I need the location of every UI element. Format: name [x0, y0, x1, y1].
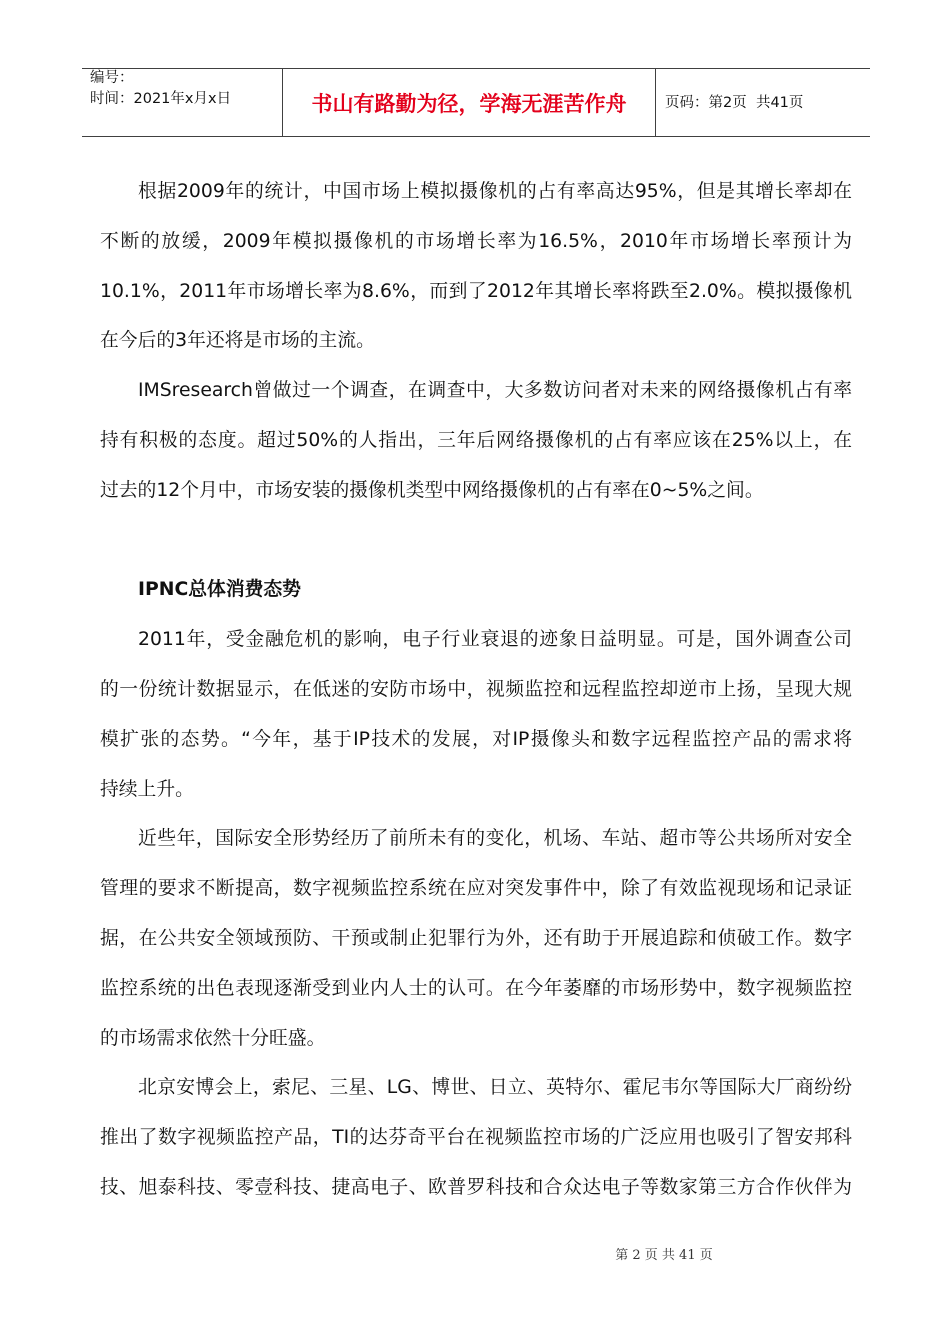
text-line: 持续上升。: [100, 778, 194, 800]
text-line: 管理的要求不断提高，数字视频监控系统在应对突发事件中，除了有效监视现场和记录证: [100, 878, 852, 900]
document-body: [100, 167, 852, 1213]
text-line: IMSresearch曾做过一个调查，在调查中，大多数访问者对未来的网络摄像机占有率: [138, 380, 852, 402]
text-line: 在今后的3年还将是市场的主流。: [100, 330, 375, 352]
text-line: 模扩张的态势。“今年，基于IP技术的发展，对IP摄像头和数字远程监控产品的需求将: [100, 728, 852, 750]
section-heading: IPNC总体消费态势: [138, 579, 301, 601]
paragraph: [100, 366, 852, 515]
text-line: 10.1%，2011年市场增长率为8.6%，而到了2012年其增长率将跌至2.0%。模拟摄像机: [100, 280, 852, 302]
text-line: 据，在公共安全领域预防、干预或制止犯罪行为外，还有助于开展追踪和侦破工作。数字: [100, 927, 852, 949]
text-line: 过去的12个月中，市场安装的摄像机类型中网络摄像机的占有率在0~5%之间。: [100, 479, 764, 501]
text-line: 技、旭泰科技、零壹科技、捷高电子、欧普罗科技和合众达电子等数家第三方合作伙伴为: [100, 1176, 852, 1198]
text-line: 的市场需求依然十分旺盛。: [100, 1027, 326, 1049]
text-line: 监控系统的出色表现逐渐受到业内人士的认可。在今年萎靡的市场形势中，数字视频监控: [100, 977, 852, 999]
text-line: 近些年，国际安全形势经历了前所未有的变化，机场、车站、超市等公共场所对安全: [138, 828, 852, 850]
paragraph: [100, 1063, 852, 1212]
paragraph: [100, 615, 852, 814]
paragraph: [100, 814, 852, 1063]
text-line: 不断的放缓，2009年模拟摄像机的市场增长率为16.5%，2010年市场增长率预计为: [100, 230, 852, 252]
text-line: 的一份统计数据显示，在低迷的安防市场中，视频监控和远程监控却逆市上扬，呈现大规: [100, 678, 852, 700]
document-code-label: 编号：: [90, 70, 134, 86]
text-line: 持有积极的态度。超过50%的人指出，三年后网络摄像机的占有率应该在25%以上，在: [100, 429, 852, 451]
text-line: 北京安博会上，索尼、三星、LG、博世、日立、英特尔、霍尼韦尔等国际大厂商纷纷: [138, 1077, 852, 1099]
header-page-info: 页码：第2页 共41页: [665, 95, 804, 111]
page-footer-number: 第 2 页 共 41 页: [615, 1248, 713, 1263]
header-motto: 书山有路勤为径，学海无涯苦作舟: [311, 92, 627, 116]
text-line: 根据2009年的统计，中国市场上模拟摄像机的占有率高达95%，但是其增长率却在: [138, 181, 852, 202]
paragraph: [100, 167, 852, 366]
text-line: 推出了数字视频监控产品，TI的达芬奇平台在视频监控市场的广泛应用也吸引了智安邦科: [100, 1127, 852, 1149]
document-date: 时间：2021年x月x日: [90, 91, 232, 107]
text-line: 2011年，受金融危机的影响，电子行业衰退的迹象日益明显。可是，国外调查公司: [138, 629, 852, 651]
header-info-cell: [90, 68, 276, 110]
header-divider-right: [655, 68, 656, 137]
